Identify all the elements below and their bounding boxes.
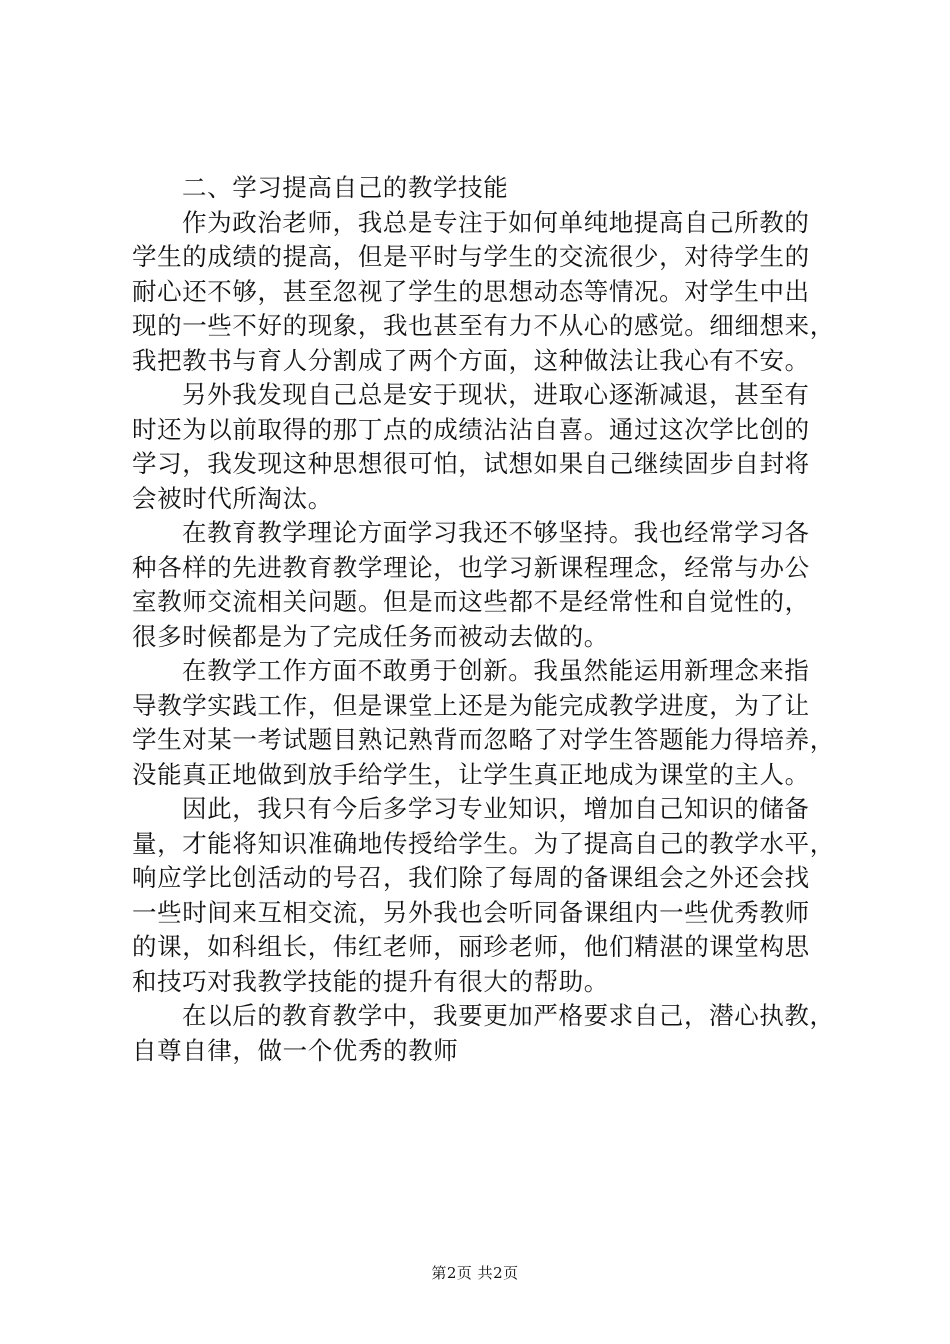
paragraph-line: 学生对某一考试题目熟记熟背而忽略了对学生答题能力得培养，: [132, 725, 835, 754]
paragraph-line: 室教师交流相关问题。但是而这些都不是经常性和自觉性的，: [132, 587, 810, 616]
paragraph-line: 会被时代所淘汰。: [132, 483, 333, 513]
section-heading: 二、学习提高自己的教学技能: [182, 173, 509, 202]
paragraph-line: 很多时候都是为了完成任务而被动去做的。: [132, 621, 609, 651]
paragraph-line: 在以后的教育教学中，我要更加严格要求自己，潜心执教，: [182, 1001, 835, 1030]
paragraph-line: 导教学实践工作，但是课堂上还是为能完成教学进度，为了让: [132, 690, 810, 720]
paragraph-line: 响应学比创活动的号召，我们除了每周的备课组会之外还会找: [132, 863, 810, 892]
paragraph: [132, 206, 854, 379]
paragraph-line: 现的一些不好的现象，我也甚至有力不从心的感觉。细细想来，: [132, 311, 835, 340]
paragraph-line: 自尊自律，做一个优秀的教师: [132, 1035, 459, 1065]
paragraph-line: 一些时间来互相交流，另外我也会听同备课组内一些优秀教师: [132, 897, 810, 927]
paragraph-line: 学习，我发现这种思想很可怕，试想如果自己继续固步自封将: [132, 449, 810, 478]
paragraph: [132, 378, 854, 516]
paragraph-line: 量，才能将知识准确地传授给学生。为了提高自己的教学水平，: [132, 828, 835, 858]
paragraph-line: 我把教书与育人分割成了两个方面，这种做法让我心有不安。: [132, 345, 810, 375]
paragraph-line: 没能真正地做到放手给学生，让学生真正地成为课堂的主人。: [132, 759, 810, 789]
paragraph-line: 在教学工作方面不敢勇于创新。我虽然能运用新理念来指: [182, 656, 810, 685]
paragraph-line: 作为政治老师，我总是专注于如何单纯地提高自己所教的: [182, 207, 810, 237]
paragraph: [132, 516, 854, 654]
paragraph: [132, 999, 854, 1068]
paragraph-line: 在教育教学理论方面学习我还不够坚持。我也经常学习各: [182, 518, 810, 547]
page-number-footer: 第2页 共2页: [431, 1264, 519, 1282]
paragraph-line: 时还为以前取得的那丁点的成绩沾沾自喜。通过这次学比创的: [132, 414, 810, 444]
paragraph-line: 学生的成绩的提高，但是平时与学生的交流很少，对待学生的: [132, 242, 810, 271]
paragraph-line: 种各样的先进教育教学理论，也学习新课程理念，经常与办公: [132, 552, 810, 582]
paragraph-line: 耐心还不够，甚至忽视了学生的思想动态等情况。对学生中出: [132, 276, 810, 306]
paragraph: [132, 654, 854, 792]
paragraph-line: 因此，我只有今后多学习专业知识，增加自己知识的储备: [182, 794, 810, 823]
paragraph: [132, 792, 854, 999]
paragraph-line: 和技巧对我教学技能的提升有很大的帮助。: [132, 966, 609, 996]
document-body: [132, 171, 854, 1068]
paragraph-line: 的课，如科组长，伟红老师，丽珍老师，他们精湛的课堂构思: [132, 932, 810, 961]
paragraph-line: 另外我发现自己总是安于现状，进取心逐渐减退，甚至有: [182, 380, 810, 409]
